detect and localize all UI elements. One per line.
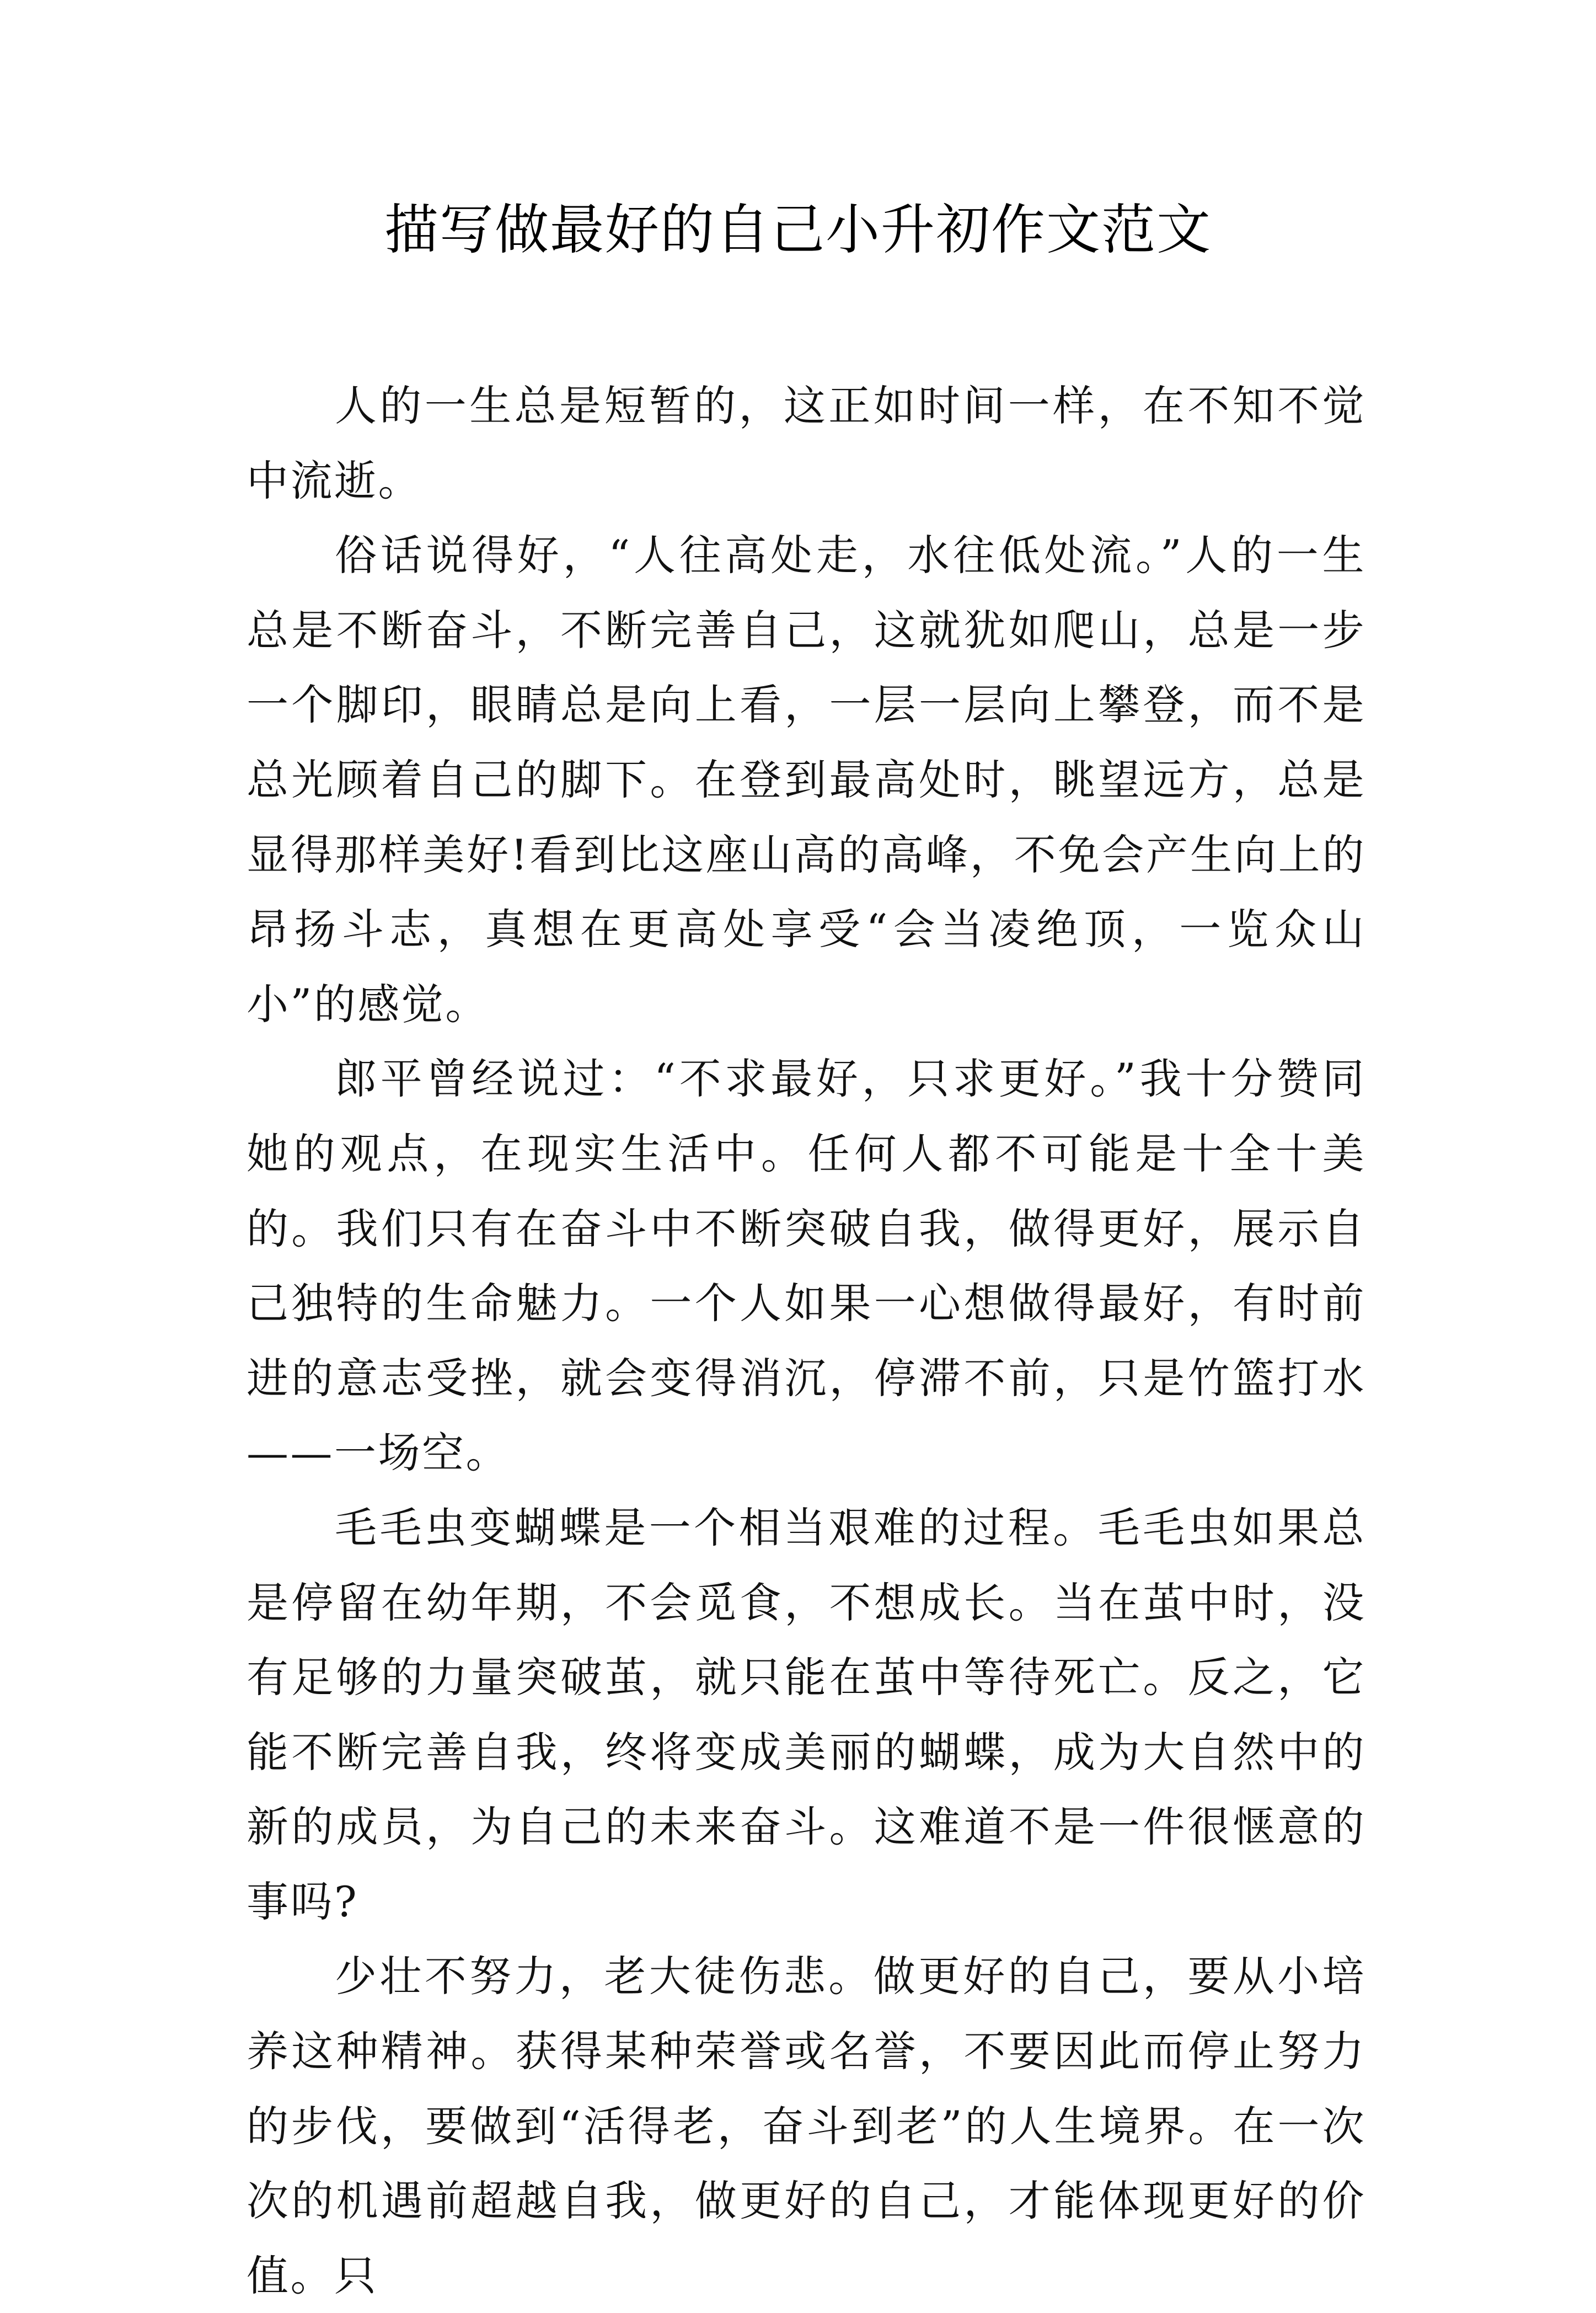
paragraph-5: 少壮不努力，老大徒伤悲。做更好的自己，要从小培养这种精神。获得某种荣誉或名誉，不要因此而停止努力的步伐，要做到“活得老，奋斗到老”的人生境界。在一次次的机遇前超越自我，做更好的自己，才能体现更好的价值。只 [247, 1952, 1366, 2300]
paragraph-2: 俗话说得好，“人往高处走，水往低处流。”人的一生总是不断奋斗，不断完善自己，这就犹如爬山，总是一步一个脚印，眼睛总是向上看，一层一层向上攀登，而不是总光顾着自己的脚下。在登到最高处时，眺望远方，总是显得那样美好!看到比这座山高的高峰，不免会产生向上的昂扬斗志，真想在更高处享受“会当凌绝顶，一览众山小”的感觉。 [247, 531, 1366, 1029]
paragraph-4: 毛毛虫变蝴蝶是一个相当艰难的过程。毛毛虫如果总是停留在幼年期，不会觅食，不想成长。当在茧中时，没有足够的力量突破茧，就只能在茧中等待死亡。反之，它能不断完善自我，终将变成美丽的蝴蝶，成为大自然中的新的成员，为自己的未来奋斗。这难道不是一件很惬意的事吗? [247, 1503, 1366, 1926]
document-body [247, 368, 1366, 2313]
paragraph-1: 人的一生总是短暂的，这正如时间一样，在不知不觉中流逝。 [247, 381, 1366, 505]
document-title: 描写做最好的自己小升初作文范文 [384, 199, 1212, 261]
paragraph-3: 郎平曾经说过：“不求最好，只求更好。”我十分赞同她的观点，在现实生活中。任何人都不可能是十全十美的。我们只有在奋斗中不断突破自我，做得更好，展示自己独特的生命魅力。一个人如果一心想做得最好，有时前进的意志受挫，就会变得消沉，停滞不前，只是竹篮打水——一场空。 [247, 1054, 1366, 1478]
